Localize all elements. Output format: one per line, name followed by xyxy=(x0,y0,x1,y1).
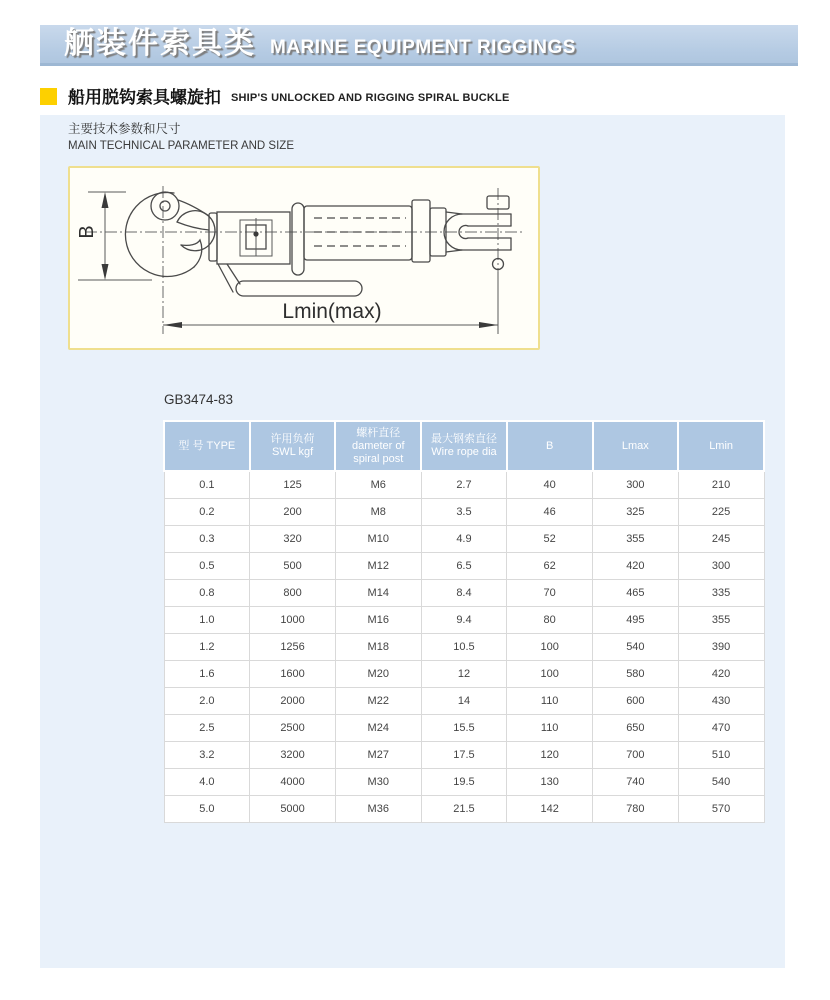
table-cell: 800 xyxy=(250,580,336,607)
spec-table-head xyxy=(164,421,764,471)
table-cell: 40 xyxy=(507,471,593,499)
table-cell: 540 xyxy=(593,634,679,661)
table-row xyxy=(164,661,764,688)
table-cell: 325 xyxy=(593,499,679,526)
dim-label-b: B xyxy=(76,225,98,239)
table-cell: 420 xyxy=(593,553,679,580)
table-cell: 580 xyxy=(593,661,679,688)
table-cell: 4.0 xyxy=(164,769,250,796)
table-cell: 4.9 xyxy=(421,526,507,553)
table-cell: 355 xyxy=(678,607,764,634)
table-cell: 0.2 xyxy=(164,499,250,526)
table-cell: 0.8 xyxy=(164,580,250,607)
table-cell: 19.5 xyxy=(421,769,507,796)
table-cell: 110 xyxy=(507,715,593,742)
table-cell: 245 xyxy=(678,526,764,553)
table-cell: 320 xyxy=(250,526,336,553)
drawing-box xyxy=(68,166,540,350)
table-header-cell: 最大钢索直径 Wire rope dia xyxy=(421,421,507,471)
table-cell: M16 xyxy=(335,607,421,634)
table-cell: 355 xyxy=(593,526,679,553)
table-cell: 570 xyxy=(678,796,764,823)
section-title-en: SHIP'S UNLOCKED AND RIGGING SPIRAL BUCKLE xyxy=(231,92,510,104)
table-cell: M18 xyxy=(335,634,421,661)
params-heading xyxy=(68,121,294,154)
table-row xyxy=(164,769,764,796)
table-cell: 0.1 xyxy=(164,471,250,499)
table-cell: M20 xyxy=(335,661,421,688)
table-row xyxy=(164,499,764,526)
table-cell: M22 xyxy=(335,688,421,715)
table-cell: 21.5 xyxy=(421,796,507,823)
table-cell: 130 xyxy=(507,769,593,796)
table-cell: 110 xyxy=(507,688,593,715)
table-cell: 500 xyxy=(250,553,336,580)
table-cell: 5000 xyxy=(250,796,336,823)
table-cell: 0.3 xyxy=(164,526,250,553)
table-cell: M8 xyxy=(335,499,421,526)
table-cell: 0.5 xyxy=(164,553,250,580)
section-heading xyxy=(40,88,510,106)
spec-table-body xyxy=(164,471,764,823)
table-cell: 62 xyxy=(507,553,593,580)
table-cell: 335 xyxy=(678,580,764,607)
table-cell: 700 xyxy=(593,742,679,769)
standard-code: GB3474-83 xyxy=(164,392,234,407)
table-cell: 2.0 xyxy=(164,688,250,715)
table-cell: 17.5 xyxy=(421,742,507,769)
table-cell: 80 xyxy=(507,607,593,634)
table-cell: 6.5 xyxy=(421,553,507,580)
table-cell: 1.2 xyxy=(164,634,250,661)
table-cell: M14 xyxy=(335,580,421,607)
page-header-bar xyxy=(40,25,798,66)
table-header-cell: 螺杆直径 dameter of spiral post xyxy=(335,421,421,471)
table-cell: 9.4 xyxy=(421,607,507,634)
table-cell: 510 xyxy=(678,742,764,769)
table-row xyxy=(164,634,764,661)
table-header-cell: 许用负荷 SWL kgf xyxy=(250,421,336,471)
table-cell: 1000 xyxy=(250,607,336,634)
trip-lever xyxy=(218,264,362,296)
technical-drawing xyxy=(70,168,538,348)
table-cell: M24 xyxy=(335,715,421,742)
table-cell: 2500 xyxy=(250,715,336,742)
table-cell: 46 xyxy=(507,499,593,526)
table-header-cell: Lmax xyxy=(593,421,679,471)
table-cell: 100 xyxy=(507,661,593,688)
table-cell: 1256 xyxy=(250,634,336,661)
table-cell: 1600 xyxy=(250,661,336,688)
spec-table xyxy=(163,420,765,823)
table-cell: 600 xyxy=(593,688,679,715)
table-cell: 5.0 xyxy=(164,796,250,823)
table-cell: 225 xyxy=(678,499,764,526)
table-row xyxy=(164,742,764,769)
table-cell: 3.2 xyxy=(164,742,250,769)
table-cell: 470 xyxy=(678,715,764,742)
table-cell: 650 xyxy=(593,715,679,742)
table-cell: 125 xyxy=(250,471,336,499)
table-cell: 70 xyxy=(507,580,593,607)
dim-label-lmin: Lmin(max) xyxy=(282,300,382,323)
params-title-cn: 主要技术参数和尺寸 xyxy=(68,122,181,136)
table-cell: 430 xyxy=(678,688,764,715)
params-title-en: MAIN TECHNICAL PARAMETER AND SIZE xyxy=(68,140,294,152)
turnbuckle-barrel xyxy=(292,200,446,275)
table-cell: 52 xyxy=(507,526,593,553)
table-cell: M10 xyxy=(335,526,421,553)
table-cell: 780 xyxy=(593,796,679,823)
table-cell: M27 xyxy=(335,742,421,769)
table-cell: 1.6 xyxy=(164,661,250,688)
section-bullet-square xyxy=(40,88,57,105)
table-cell: 465 xyxy=(593,580,679,607)
table-header-cell: Lmin xyxy=(678,421,764,471)
table-row xyxy=(164,471,764,499)
table-cell: 300 xyxy=(593,471,679,499)
table-cell: 1.0 xyxy=(164,607,250,634)
table-cell: 10.5 xyxy=(421,634,507,661)
table-cell: 300 xyxy=(678,553,764,580)
table-cell: 390 xyxy=(678,634,764,661)
page-title-cn: 舾装件索具类 xyxy=(64,27,256,60)
release-block xyxy=(209,212,290,264)
page-title-en: MARINE EQUIPMENT RIGGINGS xyxy=(270,37,576,58)
table-header-cell: 型 号 TYPE xyxy=(164,421,250,471)
table-row xyxy=(164,688,764,715)
table-cell: M12 xyxy=(335,553,421,580)
table-cell: 2.5 xyxy=(164,715,250,742)
table-cell: 12 xyxy=(421,661,507,688)
table-cell: 740 xyxy=(593,769,679,796)
table-cell: 4000 xyxy=(250,769,336,796)
table-cell: 2000 xyxy=(250,688,336,715)
table-cell: 3.5 xyxy=(421,499,507,526)
table-cell: 100 xyxy=(507,634,593,661)
table-row xyxy=(164,607,764,634)
hook-outline xyxy=(125,192,215,276)
table-cell: M36 xyxy=(335,796,421,823)
table-cell: 14 xyxy=(421,688,507,715)
table-cell: M6 xyxy=(335,471,421,499)
table-row xyxy=(164,526,764,553)
table-cell: 15.5 xyxy=(421,715,507,742)
table-cell: 8.4 xyxy=(421,580,507,607)
table-cell: 3200 xyxy=(250,742,336,769)
clevis-fork xyxy=(444,196,511,270)
table-row xyxy=(164,715,764,742)
table-cell: 142 xyxy=(507,796,593,823)
table-cell: 2.7 xyxy=(421,471,507,499)
table-header-cell: B xyxy=(507,421,593,471)
table-cell: M30 xyxy=(335,769,421,796)
table-cell: 420 xyxy=(678,661,764,688)
table-cell: 200 xyxy=(250,499,336,526)
table-cell: 210 xyxy=(678,471,764,499)
table-cell: 540 xyxy=(678,769,764,796)
spec-table-header-row xyxy=(164,421,764,471)
table-cell: 120 xyxy=(507,742,593,769)
table-row xyxy=(164,796,764,823)
table-row xyxy=(164,580,764,607)
table-row xyxy=(164,553,764,580)
section-title-cn: 船用脱钩索具螺旋扣 xyxy=(68,88,221,107)
table-cell: 495 xyxy=(593,607,679,634)
